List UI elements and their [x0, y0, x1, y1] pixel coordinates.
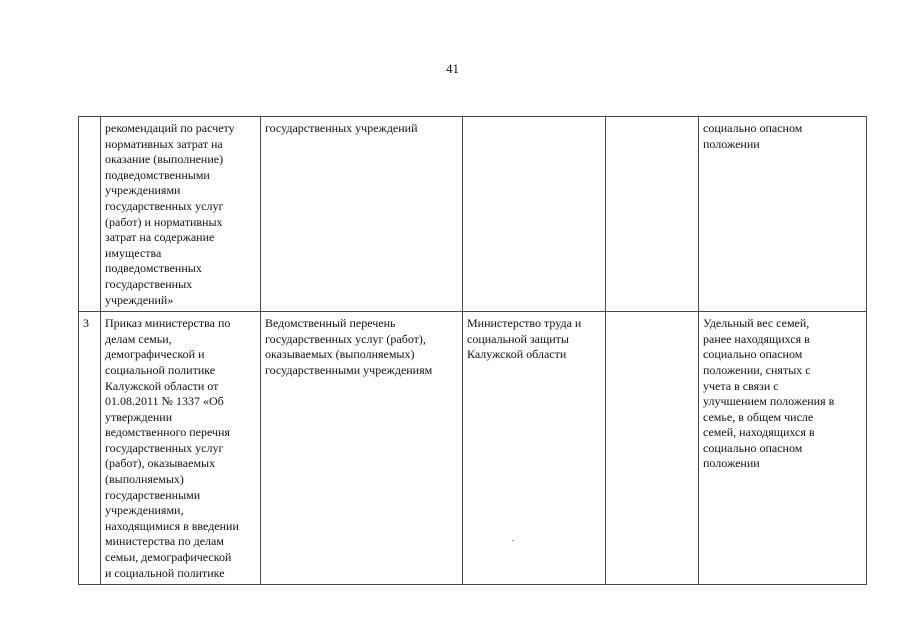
document-cell: рекомендаций по расчету нормативных затрат на оказание (выполнение) подведомственными учреждениями государственных услуг (работ) и нормативных затрат на содержание имущества подведомственных государственных учреждений» — [101, 117, 261, 312]
scan-speck — [512, 540, 514, 541]
subject-cell: государственных учреждений — [261, 117, 463, 312]
row-number-cell — [79, 117, 101, 312]
deadline-cell — [606, 117, 699, 312]
deadline-cell — [606, 312, 699, 585]
row-number-cell: 3 — [79, 312, 101, 585]
document-cell: Приказ министерства по делам семьи, демографической и социальной политике Калужской области от 01.08.2011 № 1337 «Об утверждении ведомственного перечня государственных услуг (работ), оказываемых (выполняемых) государственными учреждениями, находящимися в введении министерства по делам семьи, демографической и социальной политике — [101, 312, 261, 585]
page-number: 41 — [446, 61, 459, 76]
indicator-cell: социально опасном положении — [699, 117, 867, 312]
executor-cell: Министерство труда и социальной защиты Калужской области — [463, 312, 606, 585]
subject-cell: Ведомственный перечень государственных услуг (работ), оказываемых (выполняемых) государственными учреждениям — [261, 312, 463, 585]
table-row — [79, 117, 867, 312]
document-table — [78, 116, 867, 585]
table-row — [79, 312, 867, 585]
executor-cell — [463, 117, 606, 312]
indicator-cell: Удельный вес семей, ранее находящихся в социально опасном положении, снятых с учета в связи с улучшением положения в семье, в общем числе семей, находящихся в социально опасном положении — [699, 312, 867, 585]
